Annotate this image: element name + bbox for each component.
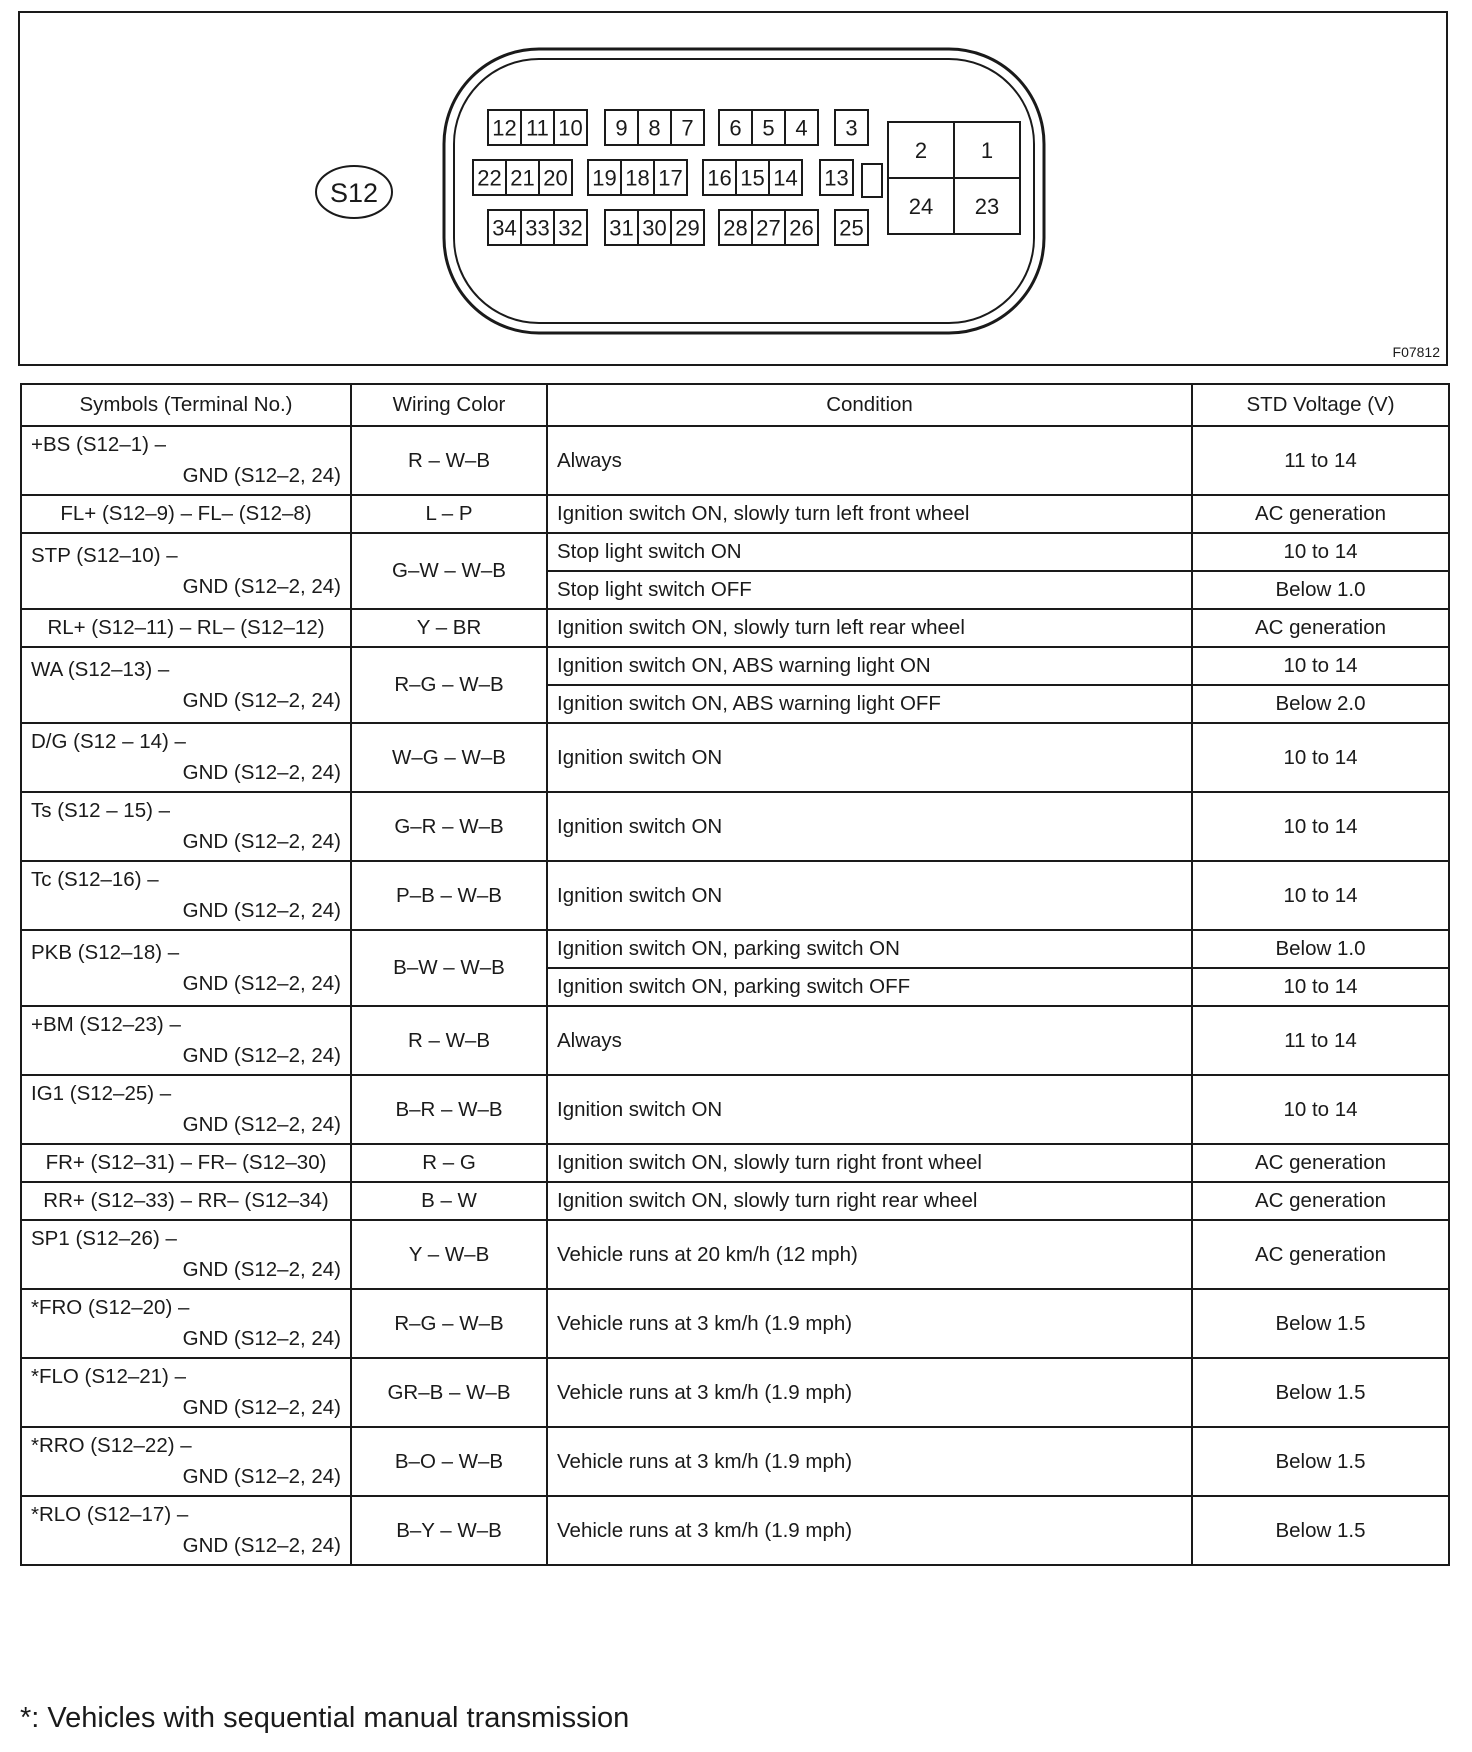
condition-cell: Vehicle runs at 3 km/h (1.9 mph)	[547, 1358, 1192, 1427]
symbol-cell	[21, 647, 351, 723]
symbol-ground: GND (S12–2, 24)	[182, 688, 341, 712]
connector-latch	[862, 164, 882, 197]
wiring-color-cell: G–W – W–B	[351, 533, 547, 609]
table-row	[21, 792, 1449, 861]
wiring-color-cell: B–R – W–B	[351, 1075, 547, 1144]
condition-cell: Ignition switch ON, parking switch OFF	[547, 968, 1192, 1006]
symbol-ground: GND (S12–2, 24)	[182, 1044, 341, 1067]
terminal-pins	[473, 110, 1020, 245]
terminal-13: 13	[824, 165, 849, 191]
terminal-24: 24	[908, 194, 934, 219]
std-voltage-cell: AC generation	[1192, 495, 1449, 533]
condition-cell: Vehicle runs at 20 km/h (12 mph)	[547, 1220, 1192, 1289]
std-voltage-cell: 10 to 14	[1192, 1075, 1449, 1144]
condition-cell: Stop light switch ON	[547, 533, 1192, 571]
header-wiring-color: Wiring Color	[351, 384, 547, 426]
table-row	[21, 861, 1449, 930]
table-row	[21, 1220, 1449, 1289]
std-voltage-cell: 10 to 14	[1192, 792, 1449, 861]
std-voltage-cell: 10 to 14	[1192, 861, 1449, 930]
table-row	[21, 647, 1449, 685]
condition-cell: Vehicle runs at 3 km/h (1.9 mph)	[547, 1427, 1192, 1496]
condition-cell: Ignition switch ON, slowly turn left front wheel	[547, 495, 1192, 533]
terminal-19: 19	[592, 165, 617, 191]
symbol-cell	[21, 1220, 351, 1289]
terminal-2: 2	[914, 138, 928, 163]
condition-cell: Vehicle runs at 3 km/h (1.9 mph)	[547, 1496, 1192, 1565]
table-row	[21, 1182, 1449, 1220]
condition-cell: Ignition switch ON	[547, 1075, 1192, 1144]
terminal-23: 23	[974, 194, 1000, 219]
terminal-10: 10	[558, 115, 583, 141]
std-voltage-cell: AC generation	[1192, 1220, 1449, 1289]
table-row	[21, 723, 1449, 792]
condition-cell: Ignition switch ON, parking switch ON	[547, 930, 1192, 968]
symbol-cell	[21, 930, 351, 1006]
terminal-18: 18	[625, 165, 650, 191]
std-voltage-cell: AC generation	[1192, 609, 1449, 647]
terminal-12: 12	[492, 115, 517, 141]
table-row	[21, 495, 1449, 533]
symbol-ground: GND (S12–2, 24)	[182, 1327, 341, 1350]
symbol-cell	[21, 1006, 351, 1075]
terminal-34: 34	[492, 215, 517, 241]
std-voltage-cell: 11 to 14	[1192, 426, 1449, 495]
table-row	[21, 930, 1449, 968]
header-std-voltage: STD Voltage (V)	[1192, 384, 1449, 426]
terminal-9: 9	[615, 115, 628, 141]
condition-cell: Ignition switch ON	[547, 861, 1192, 930]
symbol-terminal: D/G (S12 – 14) –	[31, 730, 186, 753]
symbol-cell	[21, 1075, 351, 1144]
std-voltage-cell: 11 to 14	[1192, 1006, 1449, 1075]
symbol-ground: GND (S12–2, 24)	[182, 1396, 341, 1419]
symbol-terminal: SP1 (S12–26) –	[31, 1227, 177, 1250]
std-voltage-cell: Below 1.5	[1192, 1289, 1449, 1358]
terminal-7: 7	[681, 115, 694, 141]
std-voltage-cell: Below 2.0	[1192, 685, 1449, 723]
terminal-1: 1	[980, 138, 994, 163]
symbol-terminal: IG1 (S12–25) –	[31, 1082, 172, 1105]
symbol-cell	[21, 609, 351, 647]
terminal-5: 5	[762, 115, 775, 141]
symbol-cell	[21, 723, 351, 792]
terminal-15: 15	[740, 165, 765, 191]
footnote: *: Vehicles with sequential manual transmission	[20, 1702, 630, 1734]
std-voltage-cell: Below 1.5	[1192, 1427, 1449, 1496]
symbol-terminal: RR+ (S12–33) – RR– (S12–34)	[43, 1189, 329, 1212]
connector-diagram	[18, 11, 1448, 366]
symbol-terminal: WA (S12–13) –	[31, 657, 170, 681]
symbol-ground: GND (S12–2, 24)	[182, 1113, 341, 1136]
header-condition: Condition	[547, 384, 1192, 426]
symbol-ground: GND (S12–2, 24)	[182, 1258, 341, 1281]
symbol-ground: GND (S12–2, 24)	[182, 830, 341, 853]
wiring-color-cell: W–G – W–B	[351, 723, 547, 792]
table-row	[21, 1289, 1449, 1358]
symbol-terminal: FR+ (S12–31) – FR– (S12–30)	[45, 1151, 327, 1174]
symbol-cell	[21, 861, 351, 930]
terminal-6: 6	[729, 115, 742, 141]
symbol-cell	[21, 1496, 351, 1565]
symbol-cell	[21, 1182, 351, 1220]
condition-cell: Ignition switch ON, slowly turn left rear wheel	[547, 609, 1192, 647]
std-voltage-cell: 10 to 14	[1192, 968, 1449, 1006]
symbol-terminal: PKB (S12–18) –	[31, 940, 180, 964]
terminal-8: 8	[648, 115, 661, 141]
connector-s12-drawing	[20, 13, 1445, 363]
std-voltage-cell: Below 1.5	[1192, 1358, 1449, 1427]
wiring-color-cell: B–W – W–B	[351, 930, 547, 1006]
std-voltage-cell: AC generation	[1192, 1144, 1449, 1182]
wiring-color-cell: B–Y – W–B	[351, 1496, 547, 1565]
symbol-terminal: *FRO (S12–20) –	[31, 1296, 190, 1319]
symbol-terminal: *FLO (S12–21) –	[31, 1365, 186, 1388]
terminal-28: 28	[723, 215, 748, 241]
table-row	[21, 1144, 1449, 1182]
terminal-17: 17	[658, 165, 683, 191]
table-row	[21, 1358, 1449, 1427]
table-row	[21, 1496, 1449, 1565]
std-voltage-cell: Below 1.5	[1192, 1496, 1449, 1565]
wiring-color-cell: GR–B – W–B	[351, 1358, 547, 1427]
symbol-cell	[21, 426, 351, 495]
terminal-14: 14	[773, 165, 798, 191]
terminal-voltage-table	[20, 383, 1450, 1566]
condition-cell: Ignition switch ON	[547, 723, 1192, 792]
wiring-color-cell: B–O – W–B	[351, 1427, 547, 1496]
wiring-color-cell: R–G – W–B	[351, 647, 547, 723]
symbol-ground: GND (S12–2, 24)	[182, 899, 341, 922]
condition-cell: Ignition switch ON, ABS warning light ON	[547, 647, 1192, 685]
symbol-ground: GND (S12–2, 24)	[182, 464, 341, 487]
wiring-color-cell: G–R – W–B	[351, 792, 547, 861]
table-row	[21, 609, 1449, 647]
table-row	[21, 426, 1449, 495]
wiring-color-cell: P–B – W–B	[351, 861, 547, 930]
symbol-cell	[21, 1358, 351, 1427]
condition-cell: Always	[547, 426, 1192, 495]
terminal-20: 20	[543, 165, 568, 191]
terminal-26: 26	[789, 215, 814, 241]
condition-cell: Ignition switch ON, slowly turn right rear wheel	[547, 1182, 1192, 1220]
symbol-terminal: +BS (S12–1) –	[31, 433, 167, 456]
symbol-ground: GND (S12–2, 24)	[182, 1534, 341, 1557]
terminal-32: 32	[558, 215, 583, 241]
symbol-cell	[21, 1289, 351, 1358]
condition-cell: Stop light switch OFF	[547, 571, 1192, 609]
terminal-4: 4	[795, 115, 808, 141]
condition-cell: Ignition switch ON, ABS warning light OFF	[547, 685, 1192, 723]
figure-id: F07812	[1392, 344, 1440, 360]
wiring-color-cell: Y – W–B	[351, 1220, 547, 1289]
symbol-cell	[21, 792, 351, 861]
table-row	[21, 1075, 1449, 1144]
wiring-color-cell: R – W–B	[351, 1006, 547, 1075]
std-voltage-cell: 10 to 14	[1192, 723, 1449, 792]
table-row	[21, 1006, 1449, 1075]
wiring-color-cell: R – W–B	[351, 426, 547, 495]
symbol-terminal: Ts (S12 – 15) –	[31, 799, 171, 822]
table-body	[21, 426, 1449, 1565]
connector-label: S12	[329, 178, 379, 208]
symbol-ground: GND (S12–2, 24)	[182, 761, 341, 784]
symbol-ground: GND (S12–2, 24)	[182, 1465, 341, 1488]
condition-cell: Ignition switch ON	[547, 792, 1192, 861]
symbol-cell	[21, 1427, 351, 1496]
table-header-row	[21, 384, 1449, 426]
terminal-33: 33	[525, 215, 550, 241]
terminal-21: 21	[510, 165, 535, 191]
terminal-25: 25	[839, 215, 864, 241]
std-voltage-cell: Below 1.0	[1192, 571, 1449, 609]
std-voltage-cell: AC generation	[1192, 1182, 1449, 1220]
terminal-29: 29	[675, 215, 700, 241]
symbol-cell	[21, 1144, 351, 1182]
table-row	[21, 533, 1449, 571]
symbol-terminal: RL+ (S12–11) – RL– (S12–12)	[47, 616, 325, 639]
terminal-11: 11	[526, 115, 549, 141]
wiring-color-cell: Y – BR	[351, 609, 547, 647]
table-row	[21, 1427, 1449, 1496]
symbol-terminal: *RLO (S12–17) –	[31, 1503, 189, 1526]
condition-cell: Always	[547, 1006, 1192, 1075]
symbol-ground: GND (S12–2, 24)	[182, 574, 341, 598]
symbol-terminal: STP (S12–10) –	[31, 543, 178, 567]
terminal-27: 27	[756, 215, 781, 241]
wiring-color-cell: R–G – W–B	[351, 1289, 547, 1358]
symbol-terminal: FL+ (S12–9) – FL– (S12–8)	[60, 502, 312, 525]
std-voltage-cell: 10 to 14	[1192, 533, 1449, 571]
terminal-22: 22	[477, 165, 502, 191]
std-voltage-cell: 10 to 14	[1192, 647, 1449, 685]
terminal-30: 30	[642, 215, 667, 241]
condition-cell: Ignition switch ON, slowly turn right front wheel	[547, 1144, 1192, 1182]
symbol-cell	[21, 495, 351, 533]
terminal-31: 31	[609, 215, 634, 241]
wiring-color-cell: L – P	[351, 495, 547, 533]
symbol-ground: GND (S12–2, 24)	[182, 971, 341, 995]
std-voltage-cell: Below 1.0	[1192, 930, 1449, 968]
symbol-cell	[21, 533, 351, 609]
terminal-16: 16	[707, 165, 732, 191]
condition-cell: Vehicle runs at 3 km/h (1.9 mph)	[547, 1289, 1192, 1358]
wiring-color-cell: B – W	[351, 1182, 547, 1220]
terminal-3: 3	[845, 115, 858, 141]
symbol-terminal: *RRO (S12–22) –	[31, 1434, 192, 1457]
wiring-color-cell: R – G	[351, 1144, 547, 1182]
symbol-terminal: +BM (S12–23) –	[31, 1013, 181, 1036]
symbol-terminal: Tc (S12–16) –	[31, 868, 159, 891]
header-symbols: Symbols (Terminal No.)	[21, 384, 351, 426]
